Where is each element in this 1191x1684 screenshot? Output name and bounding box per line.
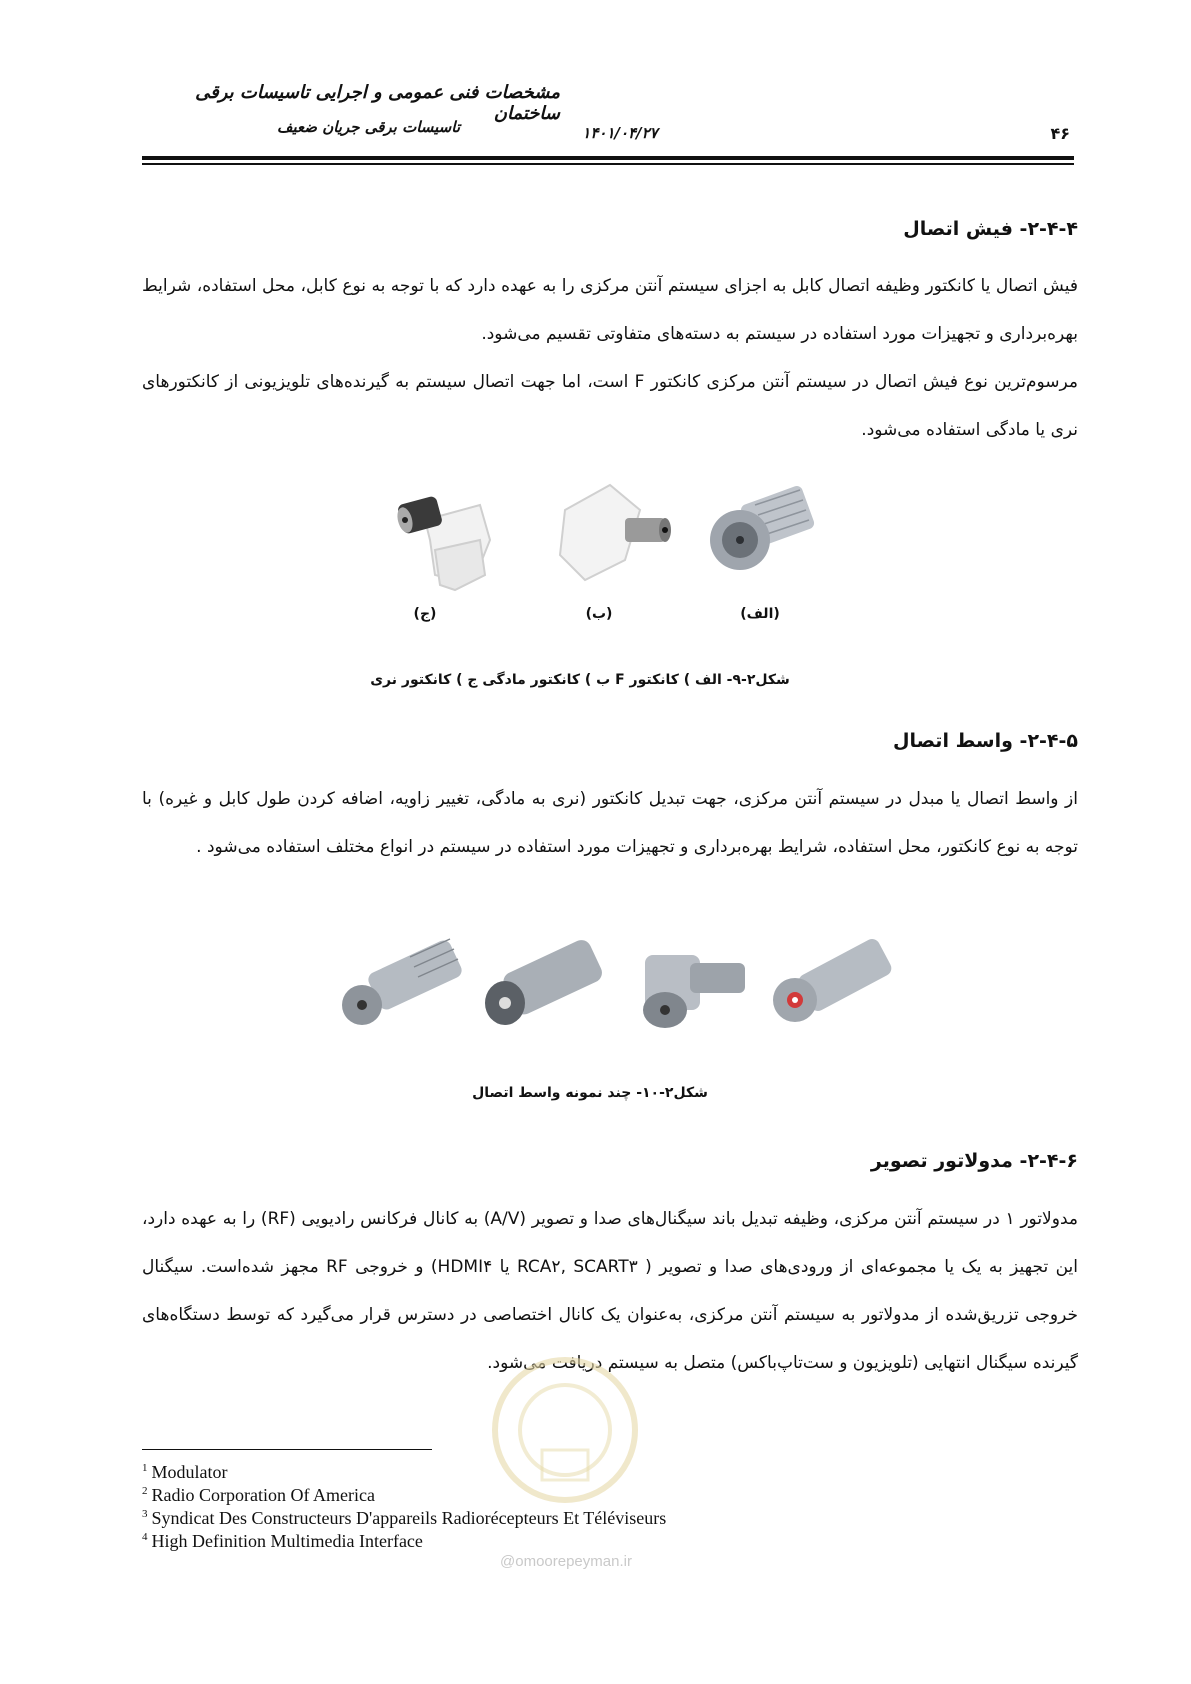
footnote-number: 3 bbox=[142, 1508, 148, 1520]
footnote-number: 1 bbox=[142, 1462, 148, 1474]
footnote-text: Syndicat Des Constructeurs D'appareils Radiorécepteurs Et Téléviseurs bbox=[151, 1508, 667, 1528]
figure-caption-connectors: شکل۲-۹- الف ) کانکتور F ب ) کانکتور مادگی ج ) کانکتور نری bbox=[370, 672, 790, 688]
section-heading-modulator: ۲-۴-۶- مدولاتور تصویر bbox=[870, 1150, 1078, 1172]
figure-adapters bbox=[340, 920, 900, 1040]
figure-label-b: (ب) bbox=[585, 606, 613, 622]
document-title: مشخصات فنی عمومی و اجرایی تاسیسات برقی ساختمان bbox=[195, 82, 560, 124]
watermark-seal bbox=[490, 1330, 640, 1530]
f-connector-image bbox=[700, 475, 820, 585]
header-rule-thin bbox=[142, 163, 1074, 165]
paragraph-adapter: از واسط اتصال یا مبدل در سیستم آنتن مرکزی، جهت تبدیل کانکتور (نری به مادگی، تغییر زاویه، اضافه کردن طول کابل و غیره) با توجه به نوع کانکتور، محل استفاده، شرایط بهره‌برداری و تجهیزات مورد استفاده در سیستم در انواع مختلف استفاده می‌شود . bbox=[142, 789, 1078, 857]
footnote-text: High Definition Multimedia Interface bbox=[151, 1531, 423, 1551]
footnote-number: 4 bbox=[142, 1531, 148, 1543]
document-date: ۱۴۰۱/۰۴/۲۷ bbox=[582, 124, 658, 142]
adapter-image-4 bbox=[765, 930, 900, 1030]
document-subtitle: تاسیسات برقی جریان ضعیف bbox=[276, 118, 460, 136]
adapter-image-2 bbox=[480, 935, 610, 1030]
section-heading-connector: ۲-۴-۴- فیش اتصال bbox=[903, 218, 1078, 240]
paragraph-connector-intro: فیش اتصال یا کانکتور وظیفه اتصال کابل به اجزای سیستم آنتن مرکزی را به عهده دارد که با توجه به نوع کابل، محل استفاده، شرایط بهره‌برداری و تجهیزات مورد استفاده در سیستم به دسته‌های متفاوتی تقسیم می‌شود. bbox=[142, 276, 1078, 344]
figure-caption-adapters: شکل۲-۱۰- چند نمونه واسط اتصال bbox=[472, 1085, 708, 1101]
male-connector-image bbox=[395, 480, 505, 600]
footnote-4 bbox=[142, 1526, 423, 1553]
footnote-number: 2 bbox=[142, 1485, 148, 1497]
paragraph-connector-types: مرسوم‌ترین نوع فیش اتصال در سیستم آنتن مرکزی کانکتور F است، اما جهت اتصال سیستم به گیرنده‌های تلویزیونی از کانکتورهای نری یا مادگی استفاده می‌شود. bbox=[142, 372, 1079, 440]
adapter-image-3 bbox=[625, 925, 755, 1035]
watermark-text: @omoorepeyman.ir bbox=[500, 1553, 632, 1570]
section-heading-adapter: ۲-۴-۵- واسط اتصال bbox=[892, 730, 1078, 752]
figure-label-a: (الف) bbox=[740, 606, 780, 622]
paragraph-modulator: مدولاتور ۱ در سیستم آنتن مرکزی، وظیفه تبدیل باند سیگنال‌های صدا و تصویر (A/V) به کانال فرکانس رادیویی (RF) را به عهده دارد، این تجهیز به یک یا مجموعه‌ای از ورودی‌های صدا و تصویر ( RCA۲, SCART۳ یا HDMI۴) و خروجی RF مجهز شده‌است. سیگنال خروجی تزریق‌شده از مدولاتور به سیستم آنتن مرکزی، به‌عنوان یک کانال اختصاصی در دسترس قرار می‌گیرد که توسط دستگاه‌های گیرنده سیگنال انتهایی (تلویزیون و ست‌تاپ‌باکس) متصل به سیستم دریافت می‌شود. bbox=[142, 1209, 1078, 1373]
footnote-text: Modulator bbox=[151, 1462, 228, 1482]
female-connector-image bbox=[540, 470, 680, 590]
figure-label-c: (ج) bbox=[413, 606, 437, 622]
header-rule bbox=[142, 156, 1074, 160]
figure-connectors bbox=[395, 470, 825, 630]
adapter-image-1 bbox=[340, 935, 470, 1030]
page-number: ۴۶ bbox=[1050, 124, 1070, 143]
footnote-rule bbox=[142, 1449, 432, 1450]
footnote-text: Radio Corporation Of America bbox=[151, 1485, 375, 1505]
